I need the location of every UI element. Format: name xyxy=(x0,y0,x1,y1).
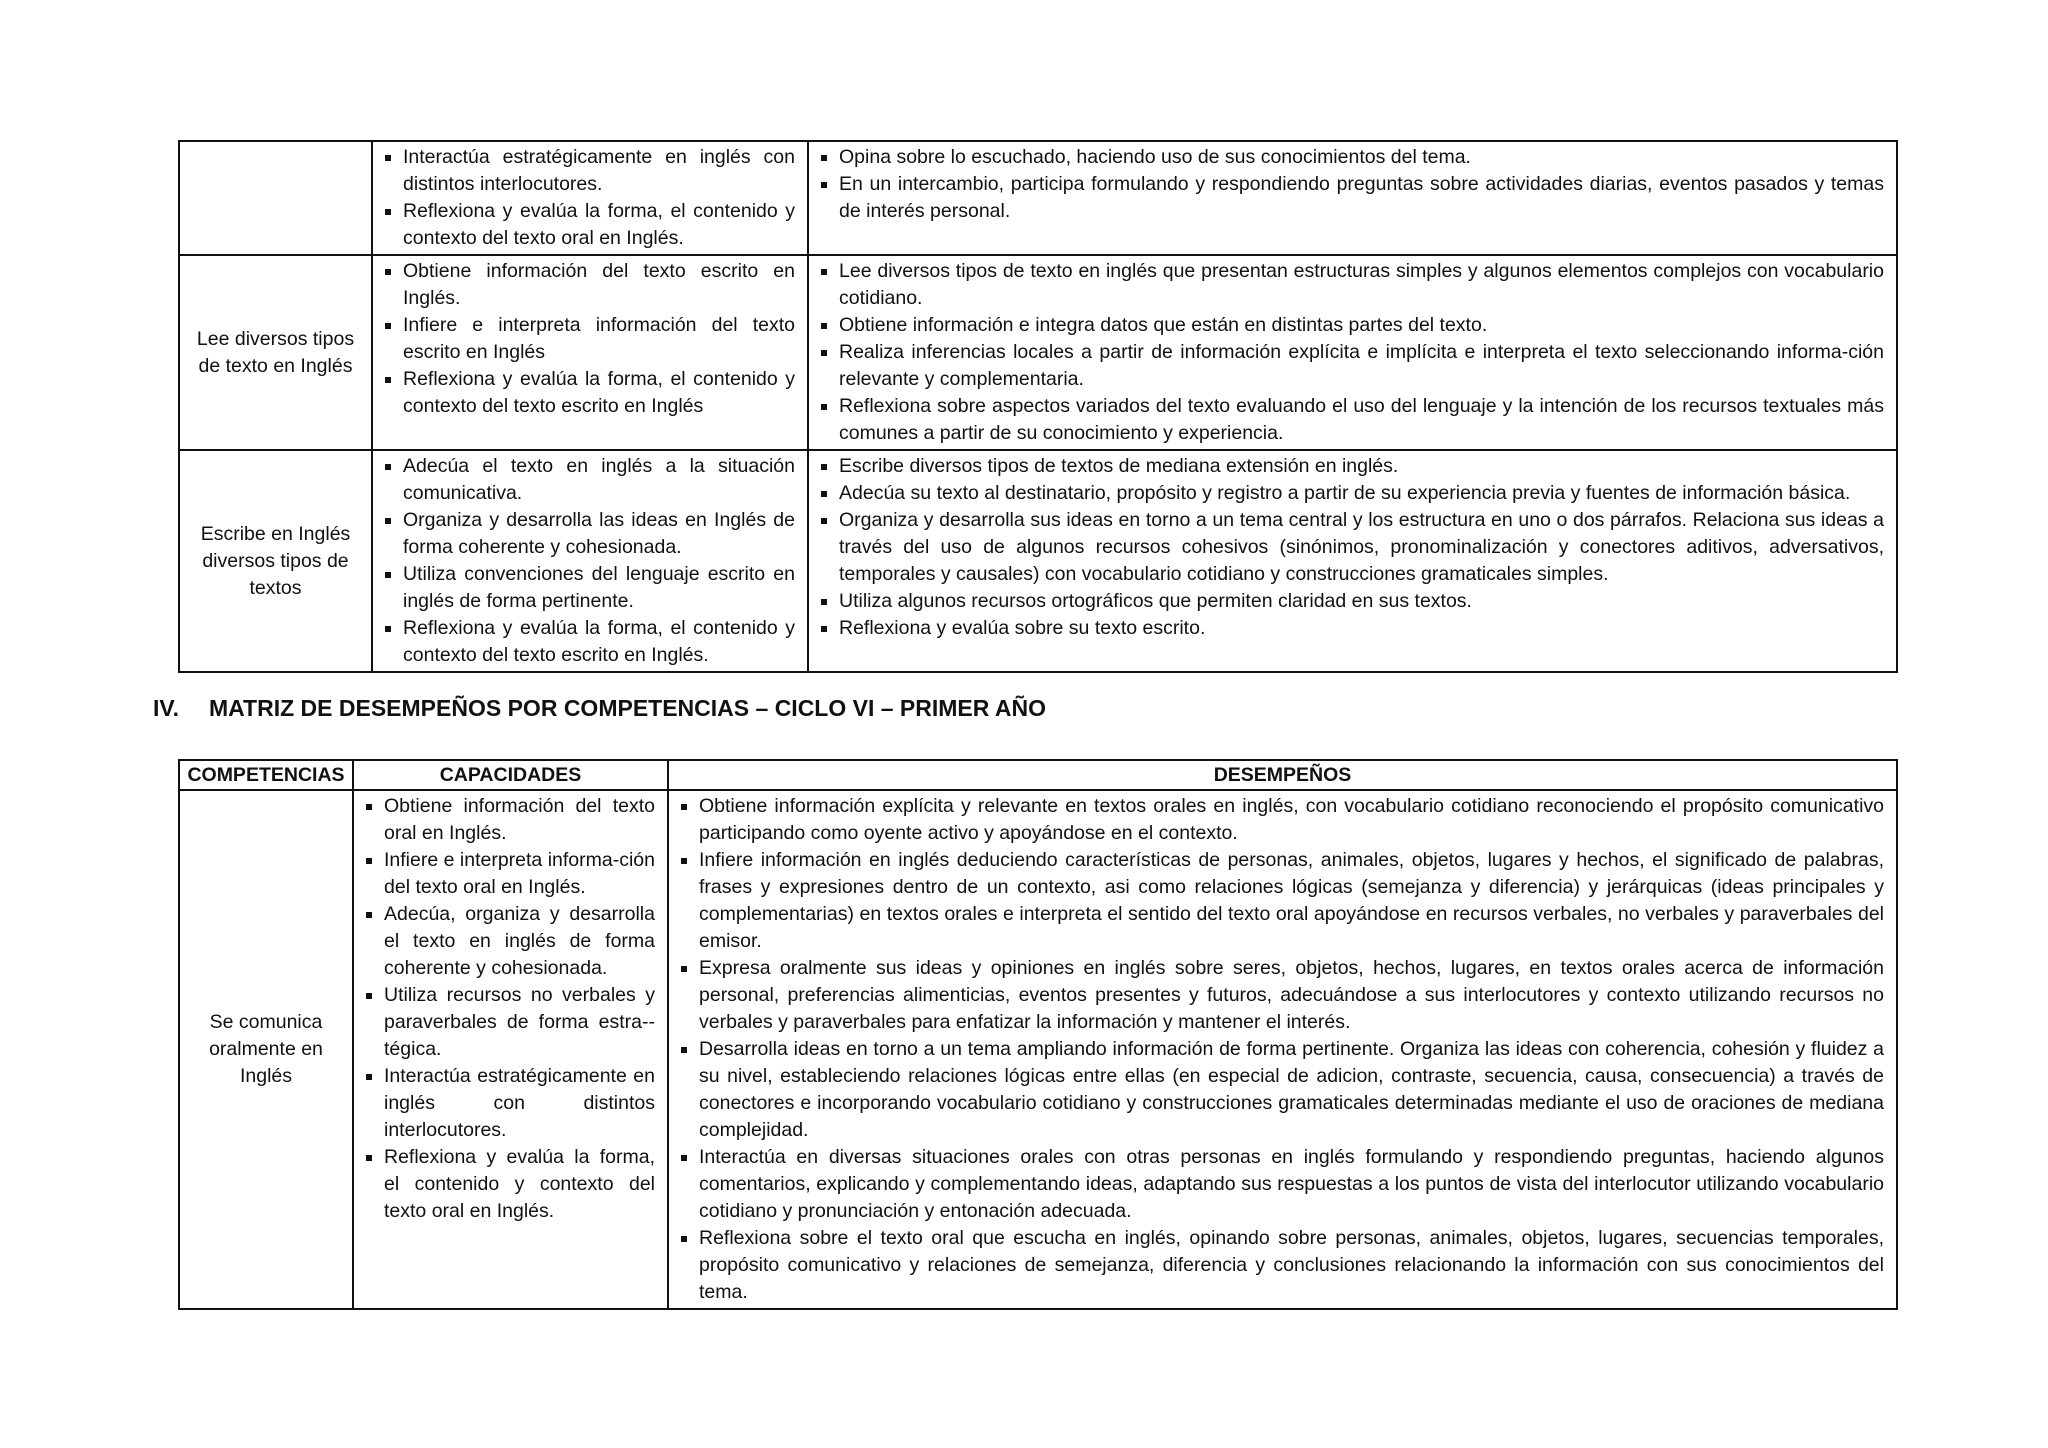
list-item: Reflexiona y evalúa sobre su texto escrito. xyxy=(817,615,1884,642)
performances-cell xyxy=(668,790,1897,1309)
list-item: Obtiene información del texto oral en Inglés. xyxy=(362,793,655,847)
table-row xyxy=(179,450,1897,672)
competence-cell: Escribe en Inglés diversos tipos de textos xyxy=(179,450,372,672)
list-item: Infiere e interpreta informa-ción del texto oral en Inglés. xyxy=(362,847,655,901)
competence-cell: Se comunica oralmente en Inglés xyxy=(179,790,353,1309)
header-desempenos: DESEMPEÑOS xyxy=(668,760,1897,790)
list-item: Reflexiona y evalúa la forma, el contenido y contexto del texto escrito en Inglés. xyxy=(381,615,795,669)
list-item: Expresa oralmente sus ideas y opiniones en inglés sobre seres, objetos, hechos, lugares, en textos orales acerca de información personal, preferencias alimenticias, eventos presentes y futuros, adecuándose a sus interlocutores y contexto utilizando recursos no verbales y paraverbales para enfatizar la información y mantener el interés. xyxy=(677,955,1884,1036)
standards-cell xyxy=(808,141,1897,255)
table-row xyxy=(179,141,1897,255)
list-item: Adecúa, organiza y desarrolla el texto en inglés de forma coherente y cohesionada. xyxy=(362,901,655,982)
table-header-row xyxy=(179,760,1897,790)
list-item: Desarrolla ideas en torno a un tema ampliando información de forma pertinente. Organiza las ideas con coherencia, cohesión y fluidez a su nivel, estableciendo relaciones lógicas entre ellas (en especial de adicion, contraste, secuencia, causa, consecuencia) a través de conectores e incorporando vocabulario cotidiano y construcciones gramaticales determinadas mediante el uso de oraciones de mediana complejidad. xyxy=(677,1036,1884,1144)
list-item: Interactúa en diversas situaciones orales con otras personas en inglés formulando y respondiendo preguntas, haciendo algunos comentarios, explicando y complementando ideas, adaptando sus respuestas a los puntos de vista del interlocutor utilizando vocabulario cotidiano y pronunciación y entonación adecuada. xyxy=(677,1144,1884,1225)
list-item: Utiliza algunos recursos ortográficos que permiten claridad en sus textos. xyxy=(817,588,1884,615)
list-item: Obtiene información e integra datos que están en distintas partes del texto. xyxy=(817,312,1884,339)
list-item: En un intercambio, participa formulando y respondiendo preguntas sobre actividades diarias, eventos pasados y temas de interés personal. xyxy=(817,171,1884,225)
list-item: Obtiene información del texto escrito en Inglés. xyxy=(381,258,795,312)
table-row xyxy=(179,790,1897,1309)
list-item: Infiere información en inglés deduciendo características de personas, animales, objetos, lugares y hechos, el significado de palabras, frases y expresiones dentro de un contexto, asi como relaciones lógicas (semejanza y diferencia) y jerárquicas (ideas principales y complementarias) en textos orales e interpreta el sentido del texto oral apoyándose en recursos verbales, no verbales y paraverbales del emisor. xyxy=(677,847,1884,955)
standards-cell xyxy=(808,255,1897,450)
list-item: Organiza y desarrolla las ideas en Inglés de forma coherente y cohesionada. xyxy=(381,507,795,561)
header-competencias: COMPETENCIAS xyxy=(179,760,353,790)
header-capacidades: CAPACIDADES xyxy=(353,760,668,790)
list-item: Reflexiona y evalúa la forma, el contenido y contexto del texto oral en Inglés. xyxy=(362,1144,655,1225)
list-item: Escribe diversos tipos de textos de mediana extensión en inglés. xyxy=(817,453,1884,480)
competence-cell xyxy=(179,141,372,255)
capacities-cell xyxy=(372,255,808,450)
list-item: Realiza inferencias locales a partir de información explícita e implícita e interpreta el texto seleccionando informa-ción relevante y complementaria. xyxy=(817,339,1884,393)
list-item: Organiza y desarrolla sus ideas en torno a un tema central y los estructura en uno o dos párrafos. Relaciona sus ideas a través del uso de algunos recursos cohesivos (sinónimos, pronominalización y conectores aditivos, adversativos, temporales y causales) con vocabulario cotidiano y construcciones gramaticales simples. xyxy=(817,507,1884,588)
list-item: Lee diversos tipos de texto en inglés que presentan estructuras simples y algunos elementos complejos con vocabulario cotidiano. xyxy=(817,258,1884,312)
capacities-cell xyxy=(353,790,668,1309)
list-item: Reflexiona sobre aspectos variados del texto evaluando el uso del lenguaje y la intención de los recursos textuales más comunes a partir de su conocimiento y experiencia. xyxy=(817,393,1884,447)
list-item: Opina sobre lo escuchado, haciendo uso de sus conocimientos del tema. xyxy=(817,144,1884,171)
capacities-cell xyxy=(372,141,808,255)
list-item: Adecúa su texto al destinatario, propósito y registro a partir de su experiencia previa y fuentes de información básica. xyxy=(817,480,1884,507)
list-item: Obtiene información explícita y relevante en textos orales en inglés, con vocabulario cotidiano reconociendo el propósito comunicativo participando como oyente activo y apoyándose en el contexto. xyxy=(677,793,1884,847)
section-number: IV. xyxy=(153,695,180,721)
list-item: Infiere e interpreta información del texto escrito en Inglés xyxy=(381,312,795,366)
list-item: Utiliza recursos no verbales y paraverbales de forma estra-‐tégica. xyxy=(362,982,655,1063)
list-item: Interactúa estratégicamente en inglés con distintos interlocutores. xyxy=(381,144,795,198)
section-heading xyxy=(153,693,1046,723)
list-item: Reflexiona sobre el texto oral que escucha en inglés, opinando sobre personas, animales, objetos, lugares, secuencias temporales, propósito comunicativo y relaciones de semejanza, diferencia y conclusiones relacionando la información con sus conocimientos del tema. xyxy=(677,1225,1884,1306)
section-title: MATRIZ DE DESEMPEÑOS POR COMPETENCIAS – CICLO VI – PRIMER AÑO xyxy=(209,695,1047,721)
standards-cell xyxy=(808,450,1897,672)
performance-matrix-table xyxy=(178,759,1898,1310)
list-item: Reflexiona y evalúa la forma, el contenido y contexto del texto escrito en Inglés xyxy=(381,366,795,420)
list-item: Interactúa estratégicamente en inglés con distintos interlocutores. xyxy=(362,1063,655,1144)
list-item: Reflexiona y evalúa la forma, el contenido y contexto del texto oral en Inglés. xyxy=(381,198,795,252)
competencies-table-continued xyxy=(178,140,1898,673)
table-row xyxy=(179,255,1897,450)
list-item: Adecúa el texto en inglés a la situación comunicativa. xyxy=(381,453,795,507)
list-item: Utiliza convenciones del lenguaje escrito en inglés de forma pertinente. xyxy=(381,561,795,615)
competence-cell: Lee diversos tipos de texto en Inglés xyxy=(179,255,372,450)
capacities-cell xyxy=(372,450,808,672)
